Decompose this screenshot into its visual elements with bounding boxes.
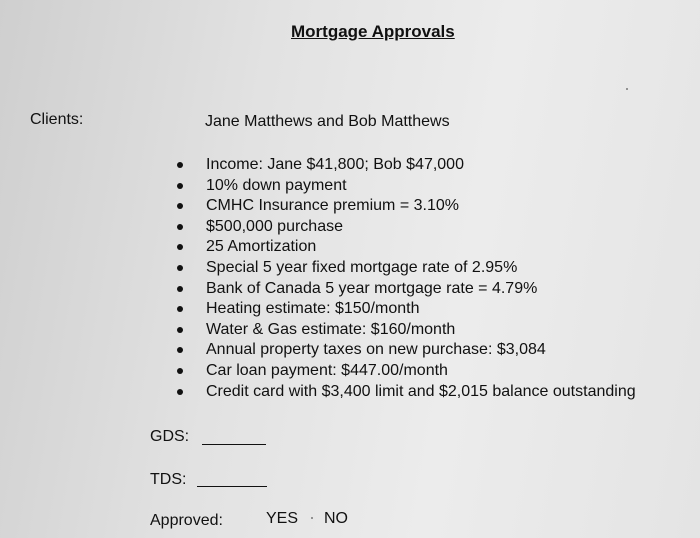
tds-label: TDS: [150,471,187,488]
gds-label: GDS: [150,428,190,445]
document-title: Mortgage Approvals [291,22,455,41]
list-item: 10% down payment [180,176,636,197]
bullet-icon [177,368,183,374]
list-item: Income: Jane $41,800; Bob $47,000 [180,155,636,176]
bullet-icon [177,389,183,395]
bullet-icon [177,265,183,271]
bullet-icon [177,347,183,353]
bullet-icon [177,244,183,250]
clients-names: Jane Matthews and Bob Matthews [205,113,450,130]
list-item: Water & Gas estimate: $160/month [180,320,636,341]
list-item: Heating estimate: $150/month [180,299,636,320]
list-item: CMHC Insurance premium = 3.10% [180,196,636,217]
gds-answer-blank [202,444,266,445]
list-item: 25 Amortization [180,237,636,258]
loan-details-list [180,155,636,402]
bullet-icon [177,327,183,333]
paper-speck [626,88,628,90]
bullet-icon [177,162,183,168]
list-item: Special 5 year fixed mortgage rate of 2.95% [180,258,636,279]
list-item: Car loan payment: $447.00/month [180,361,636,382]
list-item: Bank of Canada 5 year mortgage rate = 4.79% [180,279,636,300]
bullet-icon [177,286,183,292]
bullet-icon [177,183,183,189]
list-item: Credit card with $3,400 limit and $2,015 balance outstanding [180,382,636,403]
bullet-icon [177,306,183,312]
bullet-icon [177,224,183,230]
clients-label: Clients: [30,111,84,128]
list-item: $500,000 purchase [180,217,636,238]
paper-speck [311,517,313,519]
yes-option: YES [266,510,299,527]
approved-label: Approved: [150,512,223,529]
bullet-icon [177,203,183,209]
list-item: Annual property taxes on new purchase: $3,084 [180,340,636,361]
tds-answer-blank [197,486,267,487]
no-option: NO [324,510,348,527]
